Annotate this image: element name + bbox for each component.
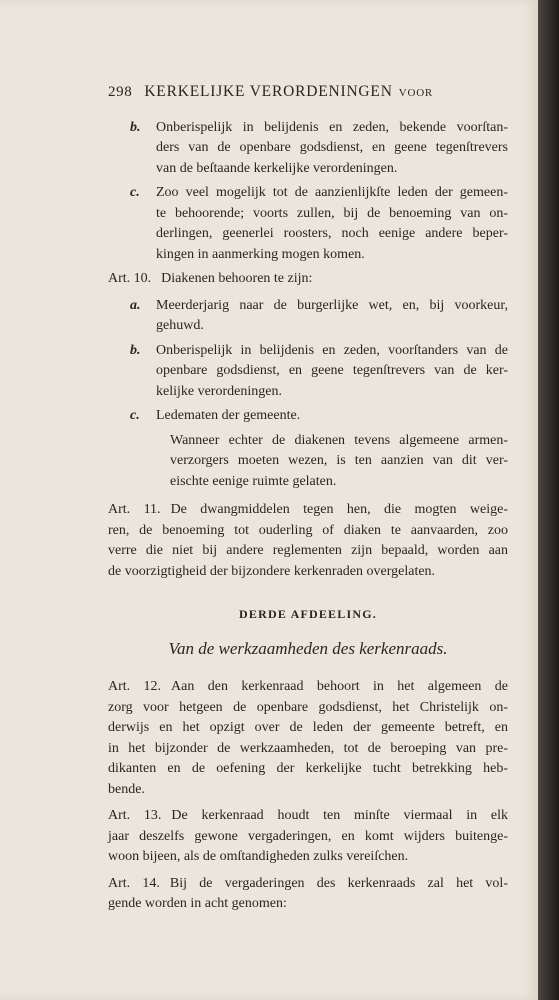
list-item [108,406,508,427]
running-title-tail: VOOR [398,87,434,99]
item-label: b. [130,119,141,135]
text-line: openbare godsdienst, en geene tegenſtrevers van de ker- [156,363,508,378]
text-line: van de beſtaande kerkelijke verordeningen. [156,160,398,176]
item-label: a. [130,297,141,313]
article-label: Art. 11. [108,502,161,517]
text-line: bende. [108,781,145,797]
text-line [108,500,508,521]
article-10-note [108,431,508,493]
book-gutter-edge [538,0,559,1000]
text-line [108,677,508,698]
page-text [108,82,508,921]
article-10 [108,269,508,290]
text-line: Wanneer echter de diakenen tevens algemeene armen- [170,432,508,448]
article-label: Art. 12. [108,679,162,694]
article-14 [108,874,508,915]
text-line: kelijke verordeningen. [156,383,282,399]
list-item [108,118,508,180]
section-heading: DERDE AFDEELING. [239,607,377,621]
text-line: verre die niet bij andere reglementen zijn bepaald, worden aan [108,543,508,558]
text-line: Onberispelijk in belijdenis en zeden, voorſtanders van de [156,342,508,358]
item-text [156,406,508,427]
text-line: woon bijeen, als de omſtandigheden zulks vereiſchen. [108,849,409,864]
text-line: gende worden in acht genomen: [108,896,287,911]
text-line: kingen in aanmerking mogen komen. [156,246,365,262]
article-text: Diakenen behooren te zijn: [161,271,313,286]
article-text: De dwangmiddelen tegen hen, die mogten weige- [170,502,508,517]
text-line: derwijs en het opzigt over de leden der gemeente betreft, en [108,720,508,735]
article-11 [108,500,508,582]
article-12 [108,677,508,800]
text-line: gehuwd. [156,318,204,333]
text-line [108,874,508,895]
text-line: ders van de openbare godsdienst, en geene tegenſtrevers [156,140,508,155]
article-text: Bij de vergaderingen des kerkenraads zal het vol- [169,875,508,891]
list-item [108,183,508,265]
article-label: Art. 10. [108,271,152,286]
text-line: ren, de benoeming tot ouderling of diaken te aanvaarden, zoo [108,522,508,538]
text-line: eischte eenige ruimte gelaten. [170,473,337,489]
item-text [156,118,508,180]
item-label: c. [130,185,140,200]
item-text [156,341,508,403]
section-subtitle: Van de werkzaamheden des kerkenraads. [168,638,448,658]
item-label: c. [130,408,140,423]
article-label: Art. 13. [108,808,162,823]
running-header [108,82,508,104]
article-text: De kerkenraad houdt ten minſte viermaal in elk [171,808,508,823]
item-text [156,296,508,337]
page-number: 298 [108,84,133,100]
article-text: Aan den kerkenraad behoort in het algemeen de [171,679,508,694]
running-title: KERKELIJKE VERORDENINGEN [144,83,393,100]
article-label: Art. 14. [108,875,160,891]
text-line: Zoo veel mogelijk tot de aanzienlijkſte leden der gemeen- [156,185,508,200]
list-item [108,341,508,403]
item-label: b. [130,342,141,358]
text-line: de voorzigtigheid der bijzondere kerkenraden overgelaten. [108,563,436,579]
text-line: Meerderjarig naar de burgerlijke wet, en, bij voorkeur, [156,297,508,313]
item-text [156,183,508,265]
text-line: Ledematen der gemeente. [156,408,301,423]
text-line: derlingen, geenerlei roosters, noch eenige andere beper- [156,226,508,241]
text-line: dikanten en de oefening der kerkelijke tucht betrekking heb- [108,761,508,776]
text-line: jaar deszelfs gewone vergaderingen, en komt wijders buitenge- [108,828,508,844]
text-line: in het bijzonder de werkzaamheden, tot de beroeping van pre- [108,740,508,756]
text-line: Onberispelijk in belijdenis en zeden, bekende voorſtan- [156,119,508,135]
text-line: verzorgers moeten wezen, is ten aanzien van dit ver- [170,453,508,468]
text-line [108,806,508,827]
text-line: te behoorende; voorts zullen, bij de benoeming van on- [156,205,508,221]
text-line: zorg voor hetgeen de openbare godsdienst, het Christelijk on- [108,699,508,715]
article-13 [108,806,508,868]
list-item [108,296,508,337]
